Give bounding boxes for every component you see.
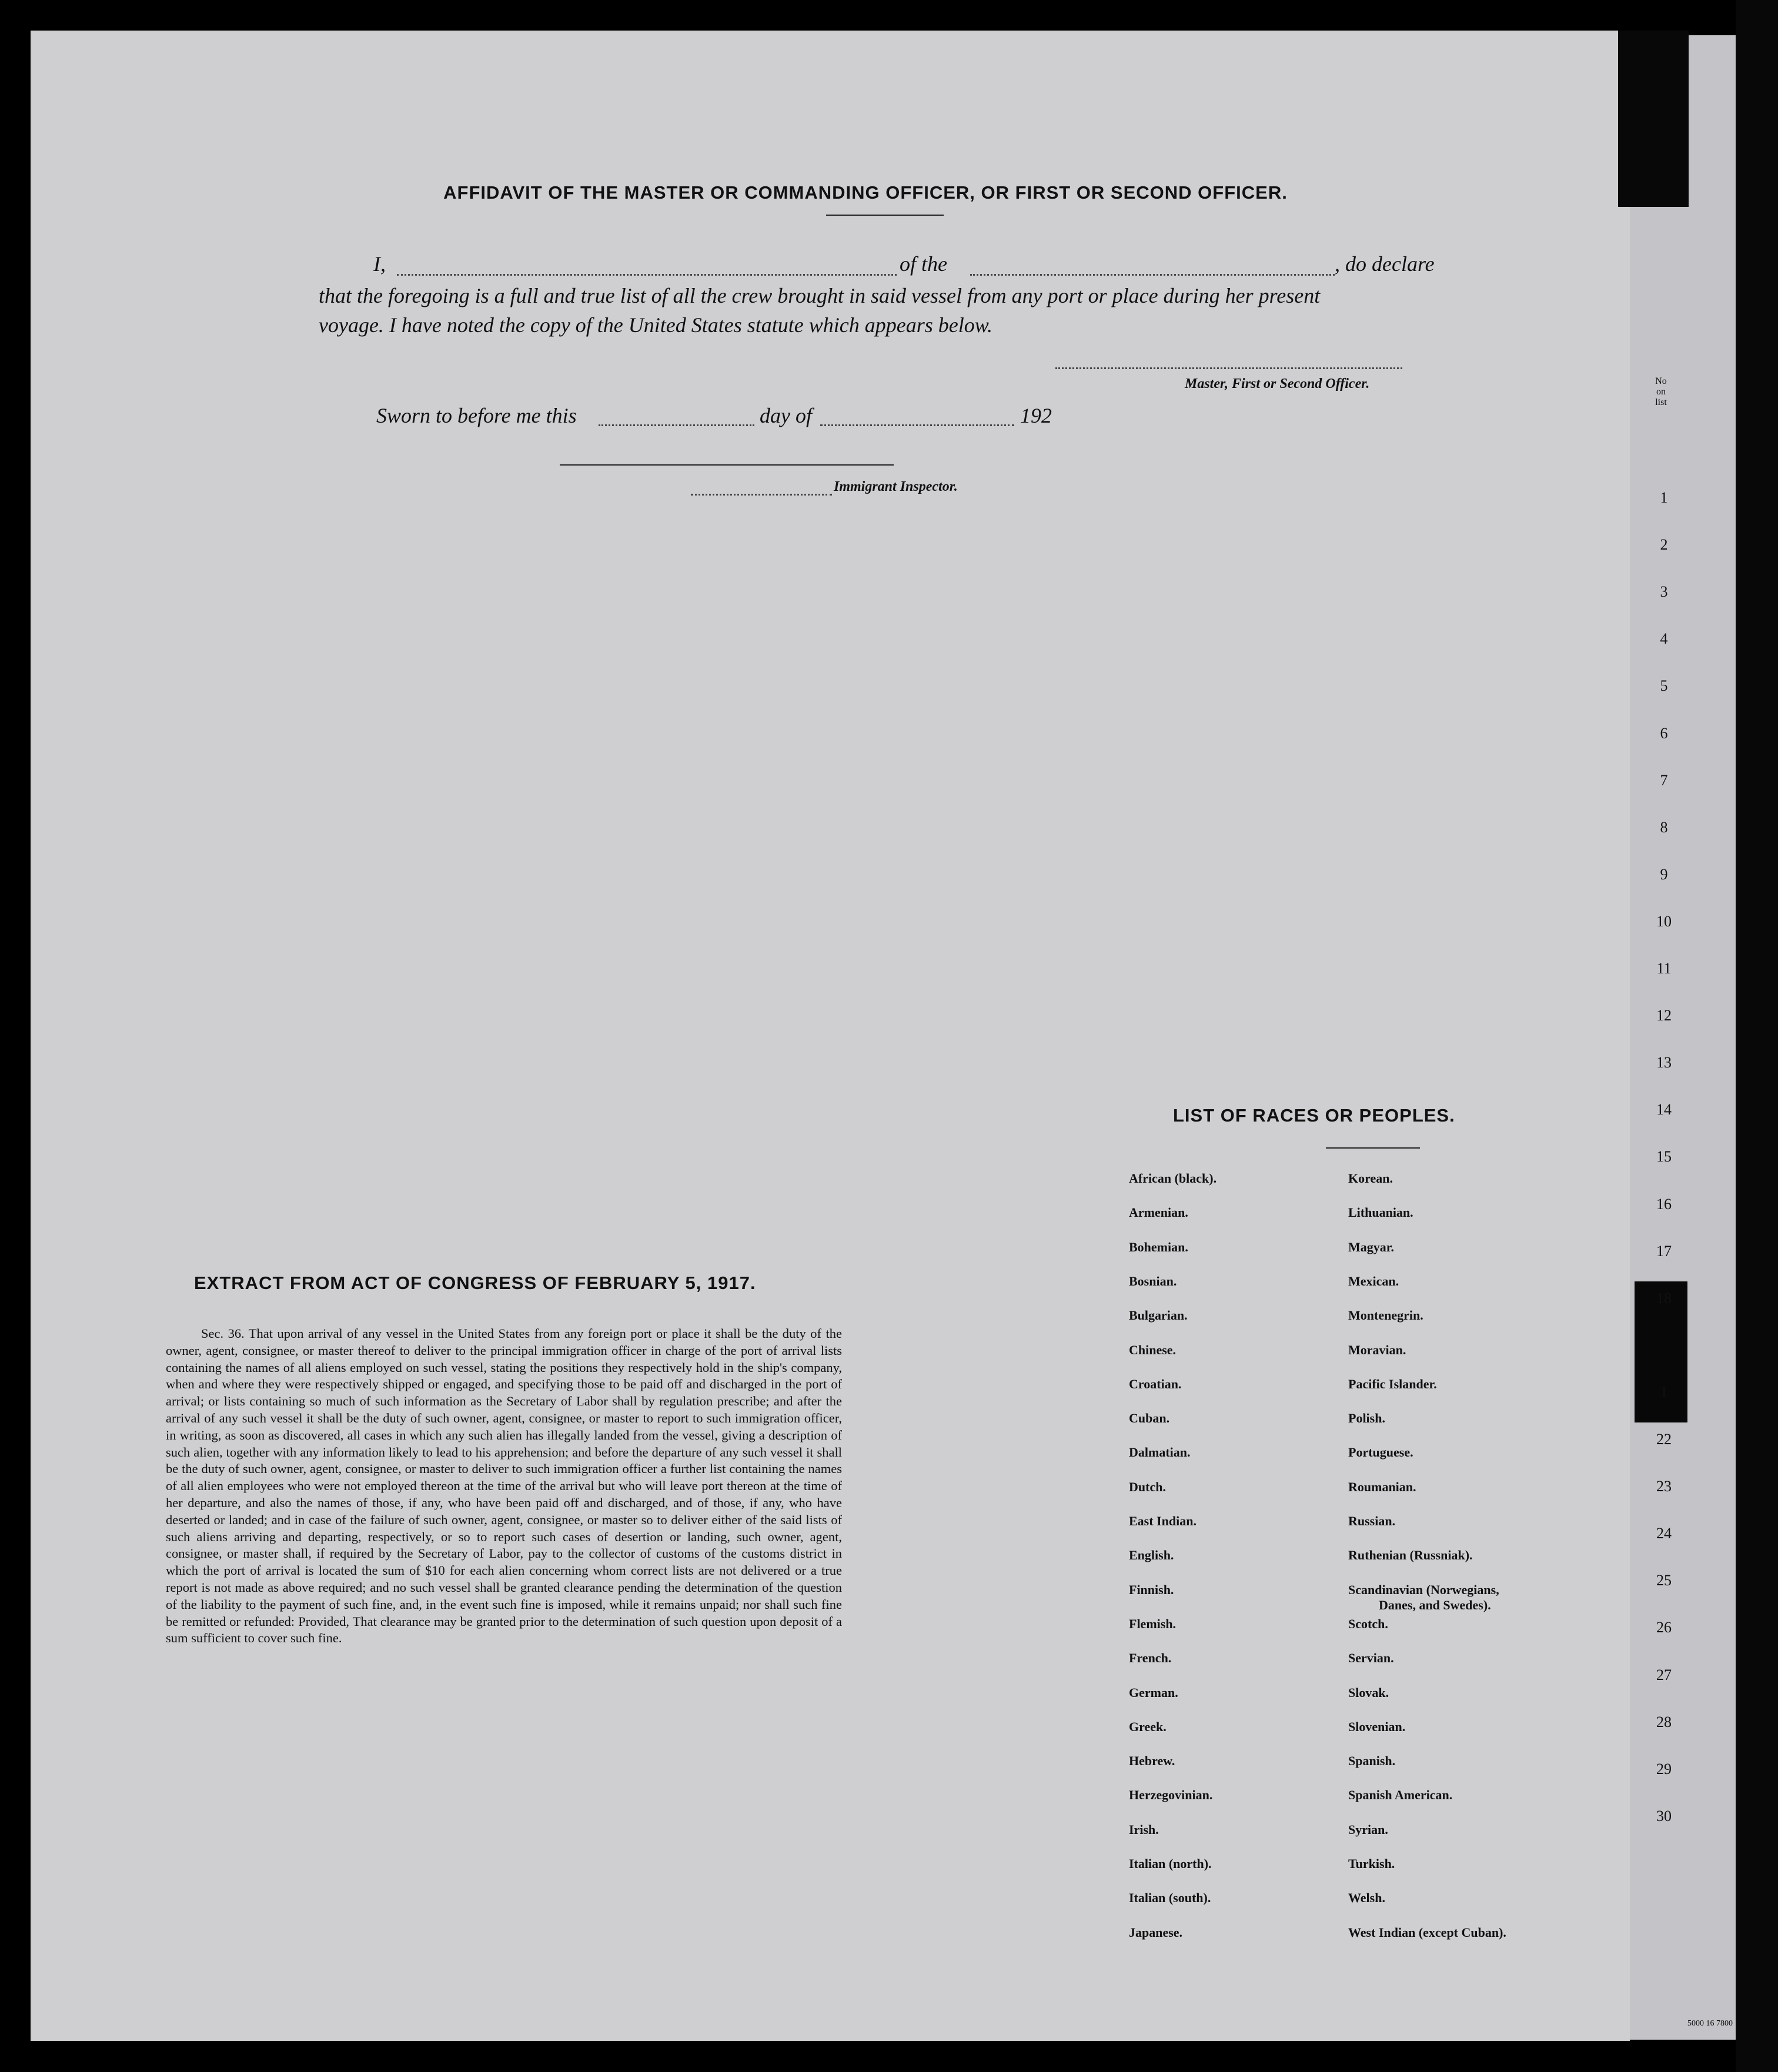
master-signature-line[interactable] bbox=[1055, 367, 1402, 369]
line-number-header: list bbox=[1655, 397, 1667, 407]
line-number: 6 bbox=[1660, 724, 1668, 742]
line-number: 4 bbox=[1660, 630, 1668, 648]
line-number: 10 bbox=[1656, 912, 1672, 930]
line-number: 13 bbox=[1656, 1054, 1672, 1072]
race-item: West Indian (except Cuban). bbox=[1348, 1924, 1506, 1940]
sworn-label: Sworn to before me this bbox=[376, 404, 577, 427]
affidavit-title-rule bbox=[826, 215, 944, 216]
extract-title: EXTRACT FROM ACT OF CONGRESS OF FEBRUARY 5, 1917. bbox=[194, 1273, 756, 1293]
race-item: Montenegrin. bbox=[1348, 1308, 1423, 1323]
race-item: Slovenian. bbox=[1348, 1719, 1406, 1734]
affidavit-title: AFFIDAVIT OF THE MASTER OR COMMANDING OFFICER, OR FIRST OR SECOND OFFICER. bbox=[443, 182, 1288, 203]
line-number: 5 bbox=[1660, 677, 1668, 695]
inspector-dotted-line bbox=[691, 494, 832, 496]
race-item-continuation: Danes, and Swedes). bbox=[1379, 1597, 1491, 1612]
sworn-day-field[interactable] bbox=[599, 424, 754, 426]
race-item: Bohemian. bbox=[1129, 1239, 1188, 1254]
line-number: 7 bbox=[1660, 771, 1668, 789]
race-item: Flemish. bbox=[1129, 1616, 1177, 1631]
master-signature-label: Master, First or Second Officer. bbox=[1185, 376, 1370, 391]
race-item: Chinese. bbox=[1129, 1342, 1177, 1357]
line-number: 24 bbox=[1656, 1525, 1672, 1542]
line-number: 30 bbox=[1656, 1807, 1672, 1825]
races-title-rule bbox=[1326, 1147, 1420, 1149]
line-number: 1 bbox=[1660, 1383, 1668, 1401]
line-number: 23 bbox=[1656, 1478, 1672, 1495]
race-item: Ruthenian (Russniak). bbox=[1348, 1548, 1473, 1563]
race-item: English. bbox=[1129, 1548, 1174, 1563]
race-item: Spanish. bbox=[1348, 1753, 1396, 1769]
line-number: 3 bbox=[1660, 583, 1668, 601]
affidavit-line-3: voyage. I have noted the copy of the United States statute which appears below. bbox=[319, 313, 993, 337]
race-item: Greek. bbox=[1129, 1719, 1167, 1734]
race-item: Italian (north). bbox=[1129, 1856, 1212, 1871]
race-item: East Indian. bbox=[1129, 1514, 1197, 1528]
races-title: LIST OF RACES OR PEOPLES. bbox=[1173, 1105, 1455, 1126]
race-item: French. bbox=[1129, 1651, 1172, 1666]
line-number: 29 bbox=[1656, 1760, 1672, 1778]
race-item: Moravian. bbox=[1348, 1342, 1406, 1357]
vessel-field-line[interactable] bbox=[970, 274, 1335, 276]
race-item: Cuban. bbox=[1129, 1411, 1170, 1426]
race-item: Scotch. bbox=[1348, 1616, 1388, 1631]
affidavit-do-declare: , do declare bbox=[1335, 252, 1435, 276]
line-number: 28 bbox=[1656, 1713, 1672, 1730]
race-item: Bosnian. bbox=[1129, 1273, 1177, 1288]
line-number: 11 bbox=[1656, 960, 1672, 977]
line-number: 8 bbox=[1660, 818, 1668, 836]
adjacent-page-strip bbox=[1630, 35, 1736, 2040]
race-item: Turkish. bbox=[1348, 1856, 1395, 1871]
race-item: Pacific Islander. bbox=[1348, 1376, 1437, 1391]
line-number: 26 bbox=[1656, 1619, 1672, 1636]
name-field-line[interactable] bbox=[397, 274, 897, 276]
race-item: Japanese. bbox=[1129, 1924, 1183, 1940]
line-number: 12 bbox=[1656, 1007, 1672, 1025]
line-number: 14 bbox=[1656, 1101, 1672, 1119]
affidavit-of-the-label: of the bbox=[900, 252, 947, 276]
race-item: Scandinavian (Norwegians, bbox=[1348, 1582, 1499, 1597]
race-item: Dalmatian. bbox=[1129, 1445, 1191, 1460]
race-item: Russian. bbox=[1348, 1514, 1396, 1528]
line-number: 18 bbox=[1656, 1289, 1672, 1307]
line-number: 16 bbox=[1656, 1195, 1672, 1213]
race-item: Welsh. bbox=[1348, 1890, 1385, 1906]
race-item: Dutch. bbox=[1129, 1479, 1166, 1494]
torn-edge-top bbox=[1618, 31, 1689, 207]
line-number: 22 bbox=[1656, 1431, 1672, 1448]
race-item: German. bbox=[1129, 1685, 1178, 1700]
race-item: Lithuanian. bbox=[1348, 1205, 1413, 1220]
race-item: Italian (south). bbox=[1129, 1890, 1211, 1906]
race-item: Bulgarian. bbox=[1129, 1308, 1188, 1323]
sworn-month-field[interactable] bbox=[820, 424, 1014, 426]
extract-body: Sec. 36. That upon arrival of any vessel in the United States from any foreign port or place it shall be the duty of the owner, agent, consignee, or master thereof to deliver to the principal immigration officer in charge of the port of arrival lists containing the names of all aliens employed on such vessel, stating the positions they respectively hold in the ship's company, when and where they were respectively shipped or engaged, and specifying those to be paid off and discharged in the port of arrival; or lists containing so much of such information as the Secretary of Labor shall by regulation prescribe; and after the arrival of any such vessel it shall be the duty of such owner, agent, consignee, or master to report to such immigration officer, in writing, as soon as discovered, all cases in which any such alien has illegally landed from the vessel, giving a description of such alien, together with any information likely to lead to his apprehension; and before the departure of any such vessel it shall be the duty of such owner, agent, consignee, or master to deliver to such immigration officer a further list containing the names of all alien employees who were not employed thereon at the time of the arrival but who will leave port thereon at the time of her departure, and also the names of those, if any, who have been paid off and discharged, and of those, if any, who have deserted or landed; and in case of the failure of such owner, agent, consignee, or master so to deliver either of the said lists of such aliens arriving and departing, respectively, or so to report such cases of desertion or landing, such owner, agent, consignee, or master shall, if required by the Secretary of Labor, pay to the collector of customs of the customs district in which the port of arrival is located the sum of $10 for each alien concerning whom correct lists are not delivered or a true report is not made as above required; and no such vessel shall be granted clearance pending the determination of the question of the liability to the payment of such fine, and, in the event such fine is imposed, while it remains unpaid; nor shall such fine be remitted or refunded: Provided, That clearance may be granted prior to the determination of such question upon deposit of a sum sufficient to cover such fine. bbox=[166, 1326, 842, 1646]
line-number: 17 bbox=[1656, 1242, 1672, 1260]
line-number-header: on bbox=[1656, 387, 1666, 397]
line-number: 25 bbox=[1656, 1572, 1672, 1589]
line-number-header: No bbox=[1655, 376, 1667, 386]
race-item: Spanish American. bbox=[1348, 1788, 1453, 1803]
race-item: Irish. bbox=[1129, 1822, 1159, 1837]
line-number: 1 bbox=[1660, 489, 1668, 506]
line-number: 15 bbox=[1656, 1148, 1672, 1166]
race-item: Servian. bbox=[1348, 1651, 1394, 1666]
race-item: Korean. bbox=[1348, 1171, 1393, 1186]
race-item: Syrian. bbox=[1348, 1822, 1388, 1837]
race-item: Roumanian. bbox=[1348, 1479, 1416, 1494]
form-code: 5000 16 7800 bbox=[1687, 2019, 1733, 2028]
race-item: Slovak. bbox=[1348, 1685, 1389, 1700]
race-item: Magyar. bbox=[1348, 1239, 1395, 1254]
race-item: African (black). bbox=[1129, 1171, 1217, 1186]
line-number: 2 bbox=[1660, 536, 1668, 554]
race-item: Croatian. bbox=[1129, 1376, 1182, 1391]
inspector-signature-line[interactable] bbox=[560, 464, 894, 466]
race-item: Hebrew. bbox=[1129, 1753, 1175, 1769]
race-item: Portuguese. bbox=[1348, 1445, 1413, 1460]
race-item: Herzegovinian. bbox=[1129, 1788, 1213, 1803]
race-item: Armenian. bbox=[1129, 1205, 1188, 1220]
affidavit-i-label: I, bbox=[373, 252, 386, 276]
right-margin-black bbox=[1736, 0, 1778, 2072]
affidavit-line-2: that the foregoing is a full and true list of all the crew brought in said vessel from any port or place during her present bbox=[319, 284, 1321, 307]
race-item: Mexican. bbox=[1348, 1273, 1399, 1288]
inspector-label: Immigrant Inspector. bbox=[834, 479, 958, 494]
day-of-label: day of bbox=[760, 404, 812, 427]
race-item: Polish. bbox=[1348, 1411, 1385, 1426]
race-item: Finnish. bbox=[1129, 1582, 1174, 1597]
line-number: 9 bbox=[1660, 865, 1668, 883]
year-label: 192 bbox=[1020, 404, 1052, 427]
line-number: 27 bbox=[1656, 1666, 1672, 1683]
